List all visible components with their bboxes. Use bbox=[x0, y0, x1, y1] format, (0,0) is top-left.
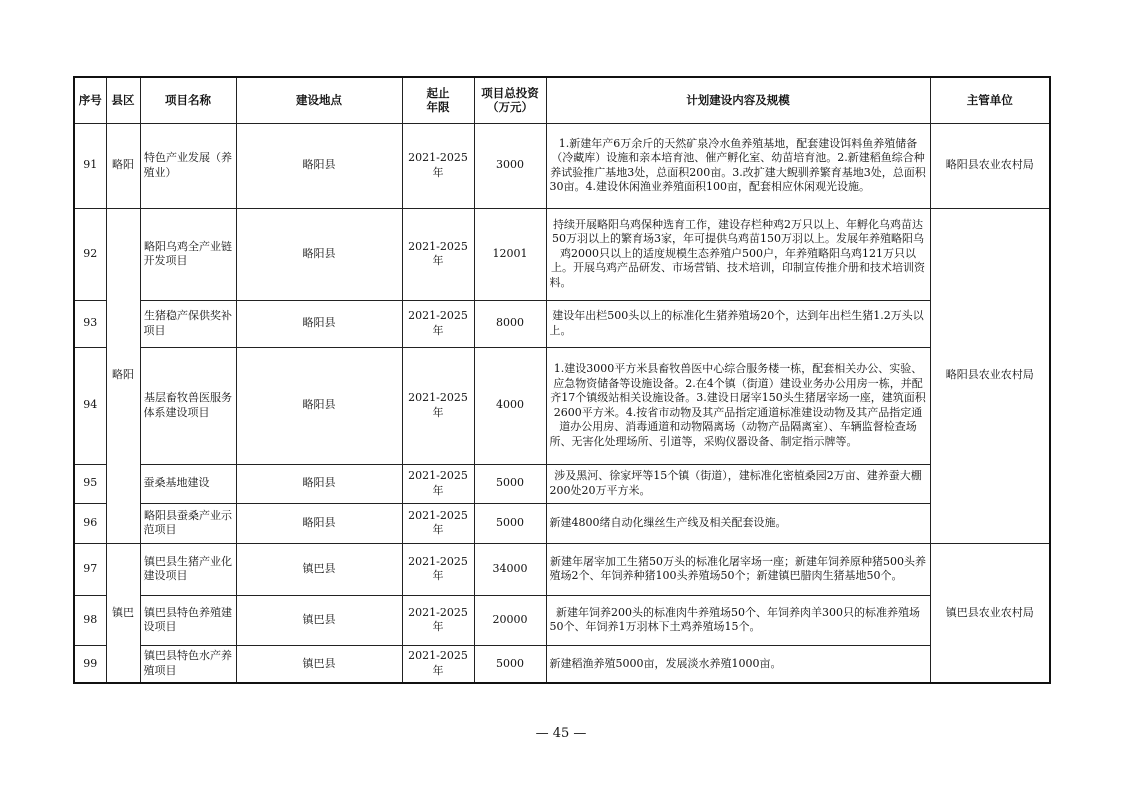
row-number: 92 bbox=[74, 208, 106, 300]
content-cell: 1.新建年产6万余斤的天然矿泉冷水鱼养殖基地，配套建设饵料鱼养殖储备（冷藏库）设施和亲本培育池、催产孵化室、幼苗培育池。2.新建稻鱼综合种养试验推广基地3处，总面积200亩。3.改扩建大鲵驯养繁育基地3处，总面积30亩。4.建设休闲渔业养殖面积100亩，配套相应休闲观光设施。 bbox=[546, 123, 930, 208]
header-row bbox=[74, 77, 1050, 123]
content-cell: 持续开展略阳乌鸡保种选育工作，建设存栏种鸡2万只以上、年孵化乌鸡苗达50万羽以上的繁育场3家，年可提供乌鸡苗150万羽以上。发展年养殖略阳乌鸡2000只以上的适度规模生态养殖户500户，年养殖略阳乌鸡121万只以上。开展乌鸡产品研发、市场营销、技术培训，印制宣传推介册和技术培训资料。 bbox=[546, 208, 930, 300]
content-cell: 新建4800绪自动化缫丝生产线及相关配套设施。 bbox=[546, 503, 930, 543]
table-row bbox=[74, 464, 1050, 503]
project-name: 略阳乌鸡全产业链开发项目 bbox=[140, 208, 236, 300]
period-cell: 2021-2025年 bbox=[402, 543, 474, 595]
project-name: 镇巴县特色养殖建设项目 bbox=[140, 595, 236, 645]
header-cell: 计划建设内容及规模 bbox=[546, 77, 930, 123]
header-cell: 主管单位 bbox=[930, 77, 1050, 123]
table-row bbox=[74, 123, 1050, 208]
header-cell: 建设地点 bbox=[236, 77, 402, 123]
project-name: 特色产业发展（养殖业） bbox=[140, 123, 236, 208]
location-cell: 略阳县 bbox=[236, 208, 402, 300]
row-number: 91 bbox=[74, 123, 106, 208]
period-cell: 2021-2025年 bbox=[402, 464, 474, 503]
row-number: 96 bbox=[74, 503, 106, 543]
header-cell: 序号 bbox=[74, 77, 106, 123]
header-cell: 项目总投资 （万元） bbox=[474, 77, 546, 123]
table-row bbox=[74, 595, 1050, 645]
county-cell: 略阳 bbox=[106, 123, 140, 208]
project-name: 生猪稳产保供奖补项目 bbox=[140, 300, 236, 347]
row-number: 94 bbox=[74, 347, 106, 464]
investment-cell: 20000 bbox=[474, 595, 546, 645]
row-number: 95 bbox=[74, 464, 106, 503]
investment-cell: 5000 bbox=[474, 503, 546, 543]
period-cell: 2021-2025年 bbox=[402, 347, 474, 464]
period-cell: 2021-2025年 bbox=[402, 300, 474, 347]
location-cell: 略阳县 bbox=[236, 347, 402, 464]
content-cell: 新建年饲养200头的标准肉牛养殖场50个、年饲养肉羊300只的标准养殖场50个、年饲养1万羽林下土鸡养殖场15个。 bbox=[546, 595, 930, 645]
location-cell: 略阳县 bbox=[236, 503, 402, 543]
row-number: 98 bbox=[74, 595, 106, 645]
project-name: 蚕桑基地建设 bbox=[140, 464, 236, 503]
investment-cell: 5000 bbox=[474, 464, 546, 503]
page-number: — 45 — bbox=[535, 726, 587, 741]
content-cell: 涉及黑河、徐家坪等15个镇（街道），建标准化密植桑园2万亩、建养蚕大棚200处20万平方米。 bbox=[546, 464, 930, 503]
header-cell: 起止 年限 bbox=[402, 77, 474, 123]
investment-cell: 34000 bbox=[474, 543, 546, 595]
project-name: 基层畜牧兽医服务体系建设项目 bbox=[140, 347, 236, 464]
period-cell: 2021-2025年 bbox=[402, 595, 474, 645]
table-row bbox=[74, 503, 1050, 543]
content-cell: 新建稻渔养殖5000亩，发展淡水养殖1000亩。 bbox=[546, 645, 930, 683]
table-row bbox=[74, 645, 1050, 683]
investment-cell: 12001 bbox=[474, 208, 546, 300]
project-name: 镇巴县特色水产养殖项目 bbox=[140, 645, 236, 683]
content-cell: 新建年屠宰加工生猪50万头的标准化屠宰场一座；新建年饲养原种猪500头养殖场2个、年饲养种猪100头养殖场50个；新建镇巴腊肉生猪基地50个。 bbox=[546, 543, 930, 595]
period-cell: 2021-2025年 bbox=[402, 645, 474, 683]
county-cell: 略阳 bbox=[106, 208, 140, 543]
investment-cell: 5000 bbox=[474, 645, 546, 683]
location-cell: 镇巴县 bbox=[236, 595, 402, 645]
investment-cell: 8000 bbox=[474, 300, 546, 347]
table-row bbox=[74, 208, 1050, 300]
table-row bbox=[74, 300, 1050, 347]
unit-cell: 略阳县农业农村局 bbox=[930, 208, 1050, 543]
unit-cell: 镇巴县农业农村局 bbox=[930, 543, 1050, 683]
period-cell: 2021-2025年 bbox=[402, 123, 474, 208]
row-number: 93 bbox=[74, 300, 106, 347]
unit-cell: 略阳县农业农村局 bbox=[930, 123, 1050, 208]
investment-cell: 4000 bbox=[474, 347, 546, 464]
period-cell: 2021-2025年 bbox=[402, 208, 474, 300]
period-cell: 2021-2025年 bbox=[402, 503, 474, 543]
row-number: 97 bbox=[74, 543, 106, 595]
location-cell: 略阳县 bbox=[236, 464, 402, 503]
project-name: 镇巴县生猪产业化建设项目 bbox=[140, 543, 236, 595]
table-row bbox=[74, 543, 1050, 595]
header-cell: 项目名称 bbox=[140, 77, 236, 123]
county-cell: 镇巴 bbox=[106, 543, 140, 683]
investment-cell: 3000 bbox=[474, 123, 546, 208]
location-cell: 镇巴县 bbox=[236, 645, 402, 683]
header-cell: 县区 bbox=[106, 77, 140, 123]
row-number: 99 bbox=[74, 645, 106, 683]
content-cell: 建设年出栏500头以上的标准化生猪养殖场20个，达到年出栏生猪1.2万头以上。 bbox=[546, 300, 930, 347]
content-cell: 1.建设3000平方米县畜牧兽医中心综合服务楼一栋，配套相关办公、实验、应急物资储备等设施设备。2.在4个镇（街道）建设业务办公用房一栋，并配齐17个镇级站相关设施设备。3.建设日屠宰150头生猪屠宰场一座，建筑面积2600平方米。4.按省市动物及其产品指定通道标准建设动物及其产品指定通道办公用房、消毒通道和动物隔离场（动物产品隔离室）、车辆监督检查场所、无害化处理场所、引道等，采购仪器设备、制定指示牌等。 bbox=[546, 347, 930, 464]
location-cell: 镇巴县 bbox=[236, 543, 402, 595]
table-row bbox=[74, 347, 1050, 464]
location-cell: 略阳县 bbox=[236, 300, 402, 347]
project-table bbox=[73, 76, 1051, 684]
project-name: 略阳县蚕桑产业示范项目 bbox=[140, 503, 236, 543]
location-cell: 略阳县 bbox=[236, 123, 402, 208]
